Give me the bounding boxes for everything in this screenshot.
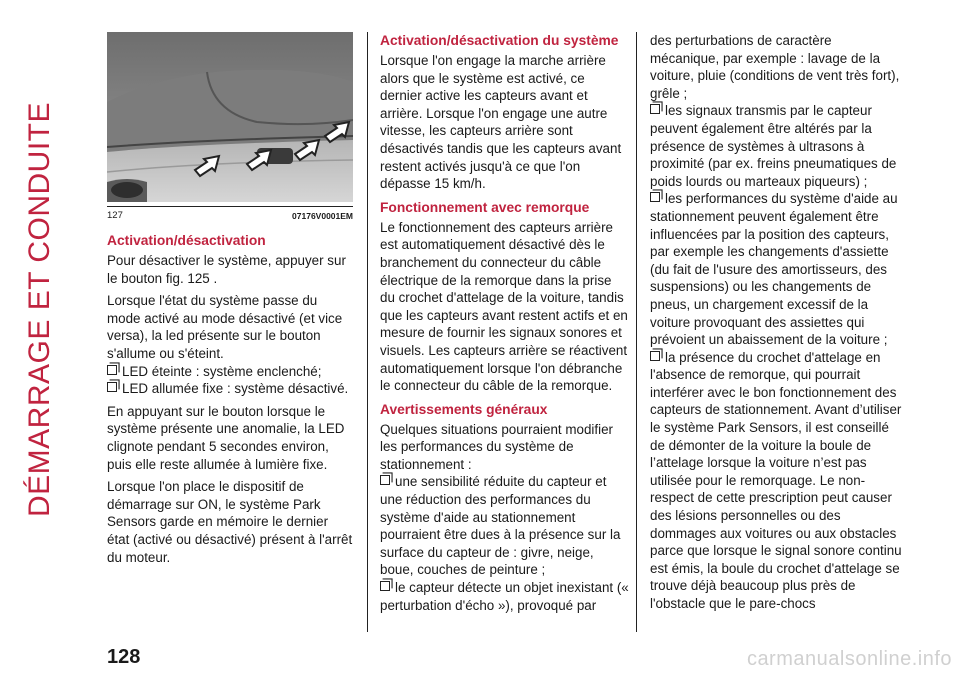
list-item-text: les signaux transmis par le capteur peuvent également être altérés par la présence de systèmes à ultrasons à proximité (par ex. freins pneumatiques de poids lourds ou marteaux piqueurs) ; xyxy=(650,103,897,189)
list-item xyxy=(650,102,902,190)
checkbox-bullet-icon xyxy=(380,581,390,591)
list-item xyxy=(107,363,353,381)
paragraph: Lorsque l'on engage la marche arrière alors que le système est activé, ce dernier active les capteurs avant et arrière. Lorsque l'on engage une autre vitesse, les capteurs arrière sont désactivés tandis que les capteurs avant restent activés jusqu'à ce que l'on dépasse 15 km/h. xyxy=(380,53,622,192)
column-divider xyxy=(367,32,368,632)
list-item-text: LED allumée fixe : système désactivé. xyxy=(122,381,349,397)
checkbox-bullet-icon xyxy=(650,104,660,114)
list-item xyxy=(380,579,630,614)
list-item xyxy=(650,349,902,613)
checkbox-bullet-icon xyxy=(650,351,660,361)
section-title: DÉMARRAGE ET CONDUITE xyxy=(23,102,56,518)
column-1 xyxy=(107,32,353,571)
checkbox-bullet-icon xyxy=(107,365,117,375)
paragraph: Lorsque l'on place le dispositif de démarrage sur ON, le système Park Sensors garde en mémoire le dernier état (activé ou désactivé) présent à l'arrêt du moteur. xyxy=(107,479,353,565)
list-item-text: la présence du crochet d'attelage en l'absence de remorque, qui pourrait interférer avec le bon fonctionnement des capteurs de stationnement. Avant d’utiliser le système Park Sensors, il est conseillé de démonter de la voiture la boule de l’attelage lorsque la voiture n’est pas utilisée pour le remorquage. Le non-respect de cette prescription peut causer des lésions personnelles ou des dommages aux voitures ou aux obstacles parce que lorsque le signal sonore continu est émis, la boule du crochet d'attelage se trouve déjà beaucoup plus près de l'obstacle que le pare-chocs xyxy=(650,349,902,611)
list-item xyxy=(650,190,902,348)
list-item-text: une sensibilité réduite du capteur et une réduction des performances du système d'aide au stationnement pourraient être dues à la présence sur la surface du capteur de : givre, neige, boue, couches de peinture ; xyxy=(380,474,621,578)
column-2 xyxy=(380,32,630,614)
checkbox-bullet-icon xyxy=(650,192,660,202)
paragraph: En appuyant sur le bouton lorsque le système présente une anomalie, la LED clignote pendant 5 secondes environ, puis elle reste allumée à lumière fixe. xyxy=(107,403,345,472)
figure-code: 07176V0001EM xyxy=(292,211,353,221)
page-number: 128 xyxy=(107,646,141,668)
list-item xyxy=(380,473,630,579)
figure-rear-bumper-sensors xyxy=(107,32,353,202)
list-item-text: les performances du système d'aide au stationnement peuvent également être influencées par la position des capteurs, par exemple les changements d'assiette (du fait de l'usure des amortisseurs, des suspensions) ou les changements de pneus, un chargement excessif de la voiture provoquant des assiettes qui prévoient un abaissement de la voiture ; xyxy=(650,191,898,348)
list-item-text: LED éteinte : système enclenché; xyxy=(122,363,322,379)
heading-system-activation: Activation/désactivation du système xyxy=(380,33,619,48)
heading-warnings: Avertissements généraux xyxy=(380,401,548,417)
column-divider xyxy=(636,32,637,632)
paragraph: Quelques situations pourraient modifier les performances du système de stationnement : xyxy=(380,421,613,472)
paragraph: Lorsque l'état du système passe du mode activé au mode désactivé (et vice versa), la led présente sur le bouton s'allume ou s'éteint. xyxy=(107,293,343,361)
heading-activation: Activation/désactivation xyxy=(107,233,266,248)
checkbox-bullet-icon xyxy=(380,475,390,485)
paragraph: Le fonctionnement des capteurs arrière est automatiquement désactivé dès le branchement du connecteur du câble électrique de la remorque dans la prise du crochet d'attelage de la voiture, tandis que les capteurs avant restent actifs et en mesure de fournir les signaux sonores et visuels. Les capteurs arrière se réactivent automatiquement lorsque l'on débranche le connecteur du câble de la remorque. xyxy=(380,219,628,394)
list-item-text: le capteur détecte un objet inexistant (« perturbation d'écho »), provoqué par xyxy=(380,580,629,613)
watermark: carmanualsonline.info xyxy=(746,648,952,670)
column-3 xyxy=(650,32,902,613)
paragraph: des perturbations de caractère mécanique, par exemple : lavage de la voiture, pluie (conditions de vent très fort), grêle ; xyxy=(650,33,900,101)
list-item xyxy=(107,380,353,398)
rear-bumper-illustration xyxy=(107,32,353,202)
heading-trailer: Fonctionnement avec remorque xyxy=(380,199,590,215)
figure-number: 127 xyxy=(107,210,123,221)
figure-caption xyxy=(107,206,353,222)
checkbox-bullet-icon xyxy=(107,382,117,392)
paragraph: Pour désactiver le système, appuyer sur le bouton fig. 125 . xyxy=(107,253,346,286)
